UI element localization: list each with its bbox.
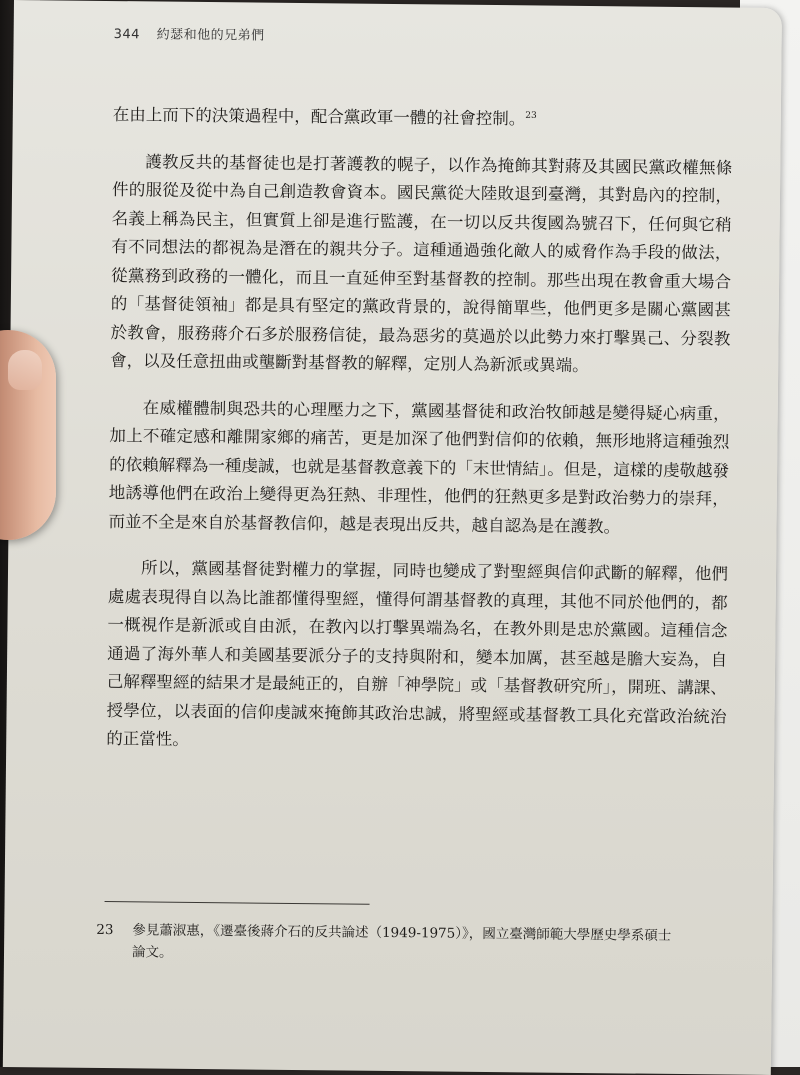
- thumbnail-highlight: [8, 350, 42, 390]
- running-title: 約瑟和他的兄弟們: [156, 27, 265, 44]
- paragraph: 所以，黨國基督徒對權力的掌握，同時也變成了對聖經與信仰武斷的解釋，他們處處表現得自以為比誰都懂得聖經，懂得何謂基督教的真理，其他不同於他們的，都一概視作是新派或自由派，在教內以打擊異端為名，在教外則是忠於黨國。這種信念通過了海外華人和美國基要派分子的支持與附和，變本加厲，甚至越是膽大妄為，自己解釋聖經的結果才是最純正的，自辦「神學院」或「基督教研究所」，開班、講課、授學位，以表面的信仰虔誠來掩飾其政治忠誠，將聖經或基督教工具化充當政治統治的正當性。: [106, 558, 729, 749]
- paragraph-continued: [113, 101, 733, 136]
- book-page: [3, 0, 782, 1075]
- footnote-continuation: 論文。: [131, 944, 173, 961]
- paragraph: 護教反共的基督徒也是打著護教的幌子，以作為掩飾其對蔣及其國民黨政權無條件的服從及從中為自己創造教會資本。國民黨從大陸敗退到臺灣，其對島內的控制，名義上稱為民主，但實質上卻是進行監護，在一切以反共復國為號召下，任何與它稍有不同想法的都視為是潛在的親共分子。這種通過強化敵人的威脅作為手段的做法，從黨務到政務的一體化，而且一直延伸至對基督教的控制。那些出現在教會重大場合的「基督徒領袖」都是具有堅定的黨政背景的，說得簡單些，他們更多是關心黨國甚於教會，服務蔣介石多於服務信徒，最為惡劣的莫過於以此勢力來打擊異己、分裂教會，以及任意扭曲或壟斷對基督教的解釋，定別人為新派或異端。: [110, 151, 733, 376]
- footnote-text: 參見蕭淑惠，《遷臺後蔣介石的反共論述（1949-1975）》，國立臺灣師範大學歷史學系碩士: [132, 922, 672, 944]
- footnote: [96, 919, 736, 970]
- footnote-divider: [105, 901, 370, 905]
- body-text: [106, 101, 733, 778]
- footnote-reference: 23: [525, 110, 537, 121]
- paragraph-text: 在由上而下的決策過程中，配合黨政軍一體的社會控制。: [112, 105, 526, 129]
- paragraph: 在威權體制與恐共的心理壓力之下，黨國基督徒和政治牧師越是變得疑心病重，加上不確定感和離開家鄉的痛苦，更是加深了他們對信仰的依賴，無形地將這種強烈的依賴解釋為一種虔誠，也就是基督教意義下的「末世情結」。但是，這樣的虔敬越發地誘導他們在政治上變得更為狂熱、非理性，他們的狂熱更多是對政治勢力的崇拜，而並不全是來自於基督教信仰，越是表現出反共，越自認為是在護教。: [108, 397, 730, 536]
- footnote-number: 23: [96, 921, 114, 939]
- page-header: [114, 23, 265, 44]
- page-number: 344: [113, 27, 141, 43]
